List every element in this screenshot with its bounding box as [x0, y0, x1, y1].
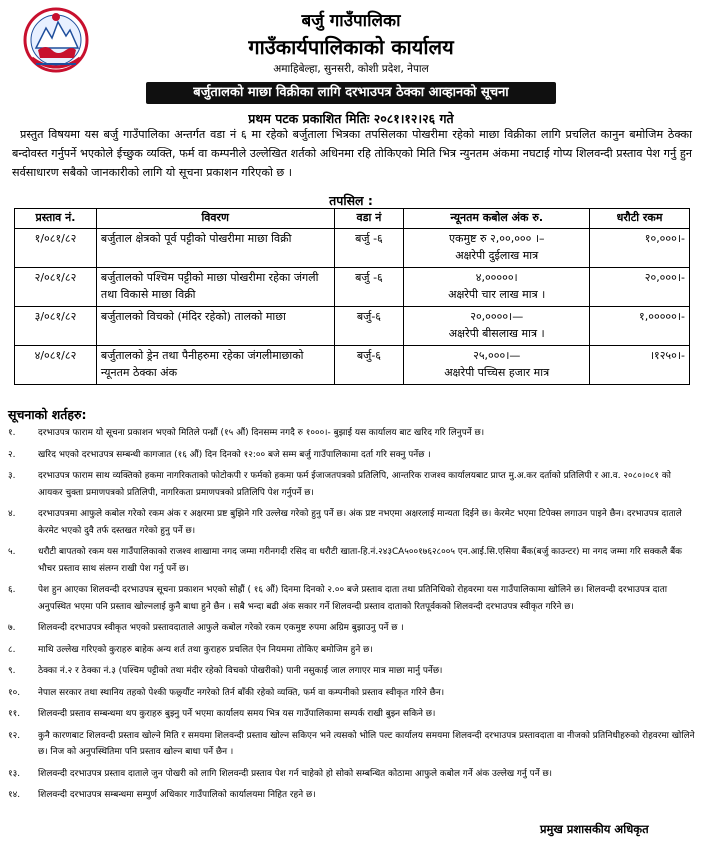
condition-number: ५. [8, 547, 16, 557]
condition-number: २. [8, 449, 16, 460]
ward-no: बर्जु -६ [334, 229, 404, 268]
proposal-description: बर्जुताल क्षेत्रको पूर्व पट्टीको पोखरीमा माछा विक्री [96, 229, 334, 268]
list-item [8, 663, 696, 680]
intro-paragraph: प्रस्तुत विषयमा यस बर्जु गाउँपालिका अन्तर्गत वडा नं ६ मा रहेको बर्जुताला भित्रका तपसिलका पोखरीमा रहेको माछा विक्रीका लागि प्रचलित कानुन बमोजिम ठेक्का बन्दोवस्त गर्नुपर्ने भएकोले ईच्छुक व्यक्ति, फर्म वा कम्पनीले उल्लेखित शर्तको अधिनमा रहि तोकिएको मिति भित्र न्युनतम अंकमा नघटाई गोप्य शिलवन्दी प्रस्ताव पेश गर्नु हुन सर्वसाधारण सबैको जानकारीको लागि यो सूचना प्रकाशन गरिएको छ । [12, 128, 692, 179]
condition-text: दरभाउपत्रमा आफुले कबोल गरेको रकम अंक र अक्षरमा प्रष्ट बुझिने गरि उल्लेख गरेको हुनु पर्ने छ। अंक प्रष्ट नभएमा अक्षरलाई मान्यता दिईने छ। केरमेट भएमा टिपेक्स लगाउन पाइने छैन। दरभाउपत्र दाताले केरमेट भएको दुवै तर्फ दस्तखत गरेको हुनु पर्ने छ। [38, 509, 682, 536]
condition-text: शिलवन्दी दरभाउपत्र प्रस्ताव दाताले जुन पोखरी को लागि शिलवन्दी प्रस्ताव पेश गर्न चाहेको हो सोको सम्बन्धित कोठामा आफुले कबोल गर्ने अंक उल्लेख गर्नु पर्ने छ। [38, 768, 553, 779]
condition-text: दरभाउपत्र फाराम यो सूचना प्रकाशन भएको मितिले पन्ध्रौं (१५ औं) दिनसम्म नगदै रु १०००।- बुझाई यस कार्यालय बाट खरिद गरि लिनुपर्ने छ। [38, 428, 485, 438]
condition-number: १३. [8, 768, 21, 779]
table-label: तपसिल : [329, 193, 373, 208]
min-bid-amount [404, 229, 590, 268]
col-header-description: विवरण [96, 209, 334, 229]
proposal-no: २/०८१/८२ [15, 268, 97, 307]
proposal-no: १/०८१/८२ [15, 229, 97, 268]
condition-text: पेश हुन आएका शिलवन्दी दरभाउपत्र सूचना प्रकाशन भएको सोह्रौं ( १६ औं) दिनमा दिनको २.०० बजे प्रस्ताव दाता तथा प्रतिनिधिको रोहवरमा यस गाउँपालिकामा खोलिने छ। शिलवन्दी दरभाउपत्र दाता अनुपस्थित भएमा पनि प्रस्ताव खोल्नलाई कुनै बाधा हुने छैन । सबै भन्दा बढी अंक सकार गर्ने शिलवन्दी प्रस्ताव दाताको रितपूर्वकको शिलवन्दी दरभाउपत्र स्वीकृत गरिने छ। [38, 585, 668, 612]
conditions-list [8, 425, 696, 809]
condition-number: ३. [8, 471, 16, 481]
amount-figure: ४,०००००। [475, 271, 518, 284]
deposit-amount: १०,०००।- [590, 229, 690, 268]
condition-number: ७. [8, 623, 16, 633]
amount-figure: २०,००००।— [470, 310, 524, 323]
notice-title-banner: बर्जुतालको माछा विक्रीका लागि दरभाउपत्र ठेक्का आव्हानको सूचना [146, 82, 556, 104]
list-item [8, 706, 696, 723]
table-header-row [15, 209, 690, 229]
list-item [8, 728, 696, 761]
published-date: प्रथम पटक प्रकाशित मितिः २०८१।१२।२६ गते [248, 111, 454, 126]
condition-number: १२. [8, 730, 21, 741]
condition-text: कुनै कारणबाट शिलवन्दी प्रस्ताव खोल्ने मिति र समयमा शिलवन्दी प्रस्ताव खोल्न सकिएन भने त्यसको भोलि पल्ट कार्यालय समयमा शिलवन्दी दरभाउपत्र प्रस्तावदाता वा नीजको प्रतिनिधीहरुको रोहवरमा खोलिने छ। निज को अनुपस्थितिमा पनि प्रस्ताव खोल्न बाधा पर्ने छैन । [38, 730, 695, 757]
proposal-table [14, 208, 690, 385]
min-bid-amount [404, 346, 590, 385]
table-row [15, 307, 690, 346]
amount-figure: २५,०००।— [473, 349, 521, 362]
min-bid-amount [404, 307, 590, 346]
col-header-ward: वडा नं [334, 209, 404, 229]
condition-text: खरिद भएको दरभाउपत्र सम्बन्धी कागजात (१६ औं) दिन दिनको १२:०० बजे सम्म बर्जु गाउँपालिकामा दर्ता गरि सक्नु पर्नेछ । [38, 449, 431, 460]
condition-text: शिलवन्दी दरभाउपत्र सम्बन्धमा सम्पुर्ण अधिकार गाउँपालिको कार्यालयमा निहित रहने छ। [38, 790, 316, 800]
list-item [8, 447, 696, 464]
ward-no: बर्जु-६ [334, 346, 404, 385]
condition-text: शिलवन्दी दरभाउपत्र स्वीकृत भएको प्रस्तावदाताले आफुले कबोल गरेको रकम एकमुष्ट रुपमा अग्रिम बुझाउनु पर्ने छ । [38, 623, 404, 633]
office-address: अमाहिबेल्हा, सुनसरी, कोशी प्रदेश, नेपाल [273, 63, 429, 75]
amount-words: अक्षरेपी बीसलाख मात्र । [448, 327, 545, 340]
proposal-description: बर्जुतालको ड्रेन तथा पैनीहरुमा रहेका जंगलीमाछाको न्यूनतम ठेक्का अंक [96, 346, 334, 385]
list-item [8, 544, 696, 577]
list-item [8, 582, 696, 615]
list-item [8, 506, 696, 539]
table-row [15, 229, 690, 268]
list-item [8, 787, 696, 804]
list-item [8, 468, 696, 501]
ward-no: बर्जु-६ [334, 307, 404, 346]
condition-number: १०. [8, 687, 21, 698]
proposal-no: ४/०८१/८२ [15, 346, 97, 385]
list-item [8, 642, 696, 659]
condition-number: ८. [8, 644, 16, 655]
list-item [8, 620, 696, 637]
municipality-name: बर्जु गाउँपालिका [301, 11, 401, 31]
table-row [15, 268, 690, 307]
conditions-heading: सूचनाको शर्तहरु: [8, 407, 87, 422]
condition-text: ठेक्का नं.२ र ठेक्का नं.३ (पश्चिम पट्टीको तथा मंदीर रहेको विचको पोखरीको) पानी नसुकाई जाल लगाएर मात्र माछा मार्नु पर्नेछ। [38, 666, 443, 676]
condition-number: ६. [8, 585, 16, 595]
col-header-proposal-no: प्रस्ताव नं. [15, 209, 97, 229]
office-name: गाउँकार्यपालिकाको कार्यालय [248, 35, 454, 59]
condition-number: १. [8, 428, 16, 438]
condition-number: १४. [8, 790, 21, 800]
proposal-description: बर्जुतालको विचको (मंदिर रहेको) तालको माछा [96, 307, 334, 346]
col-header-deposit: धरौटी रकम [590, 209, 690, 229]
proposal-no: ३/०८१/८२ [15, 307, 97, 346]
proposal-description: बर्जुतालको पश्चिम पट्टीको माछा पोखरीमा रहेका जंगली तथा विकासे माछा विक्री [96, 268, 334, 307]
condition-text: शिलवन्दी प्रस्ताव सम्बन्धमा थप कुराहरु बुझ्नु पर्ने भएमा कार्यालय समय भित्र यस गाउँपालिकामा सम्पर्क राखी बुझ्न सकिने छ। [38, 709, 436, 719]
amount-figure: एकमुष्ट रु २,००,००० ।– [448, 232, 545, 245]
condition-number: ११. [8, 709, 21, 719]
table-row [15, 346, 690, 385]
signature-title: प्रमुख प्रशासकीय अधिकृत [540, 822, 649, 836]
ward-no: बर्जु -६ [334, 268, 404, 307]
condition-text: दरभाउपत्र फाराम साथ व्यक्तिको हकमा नागरिकताको फोटोकपी र फर्मको हकमा फर्म ईजाजतपत्रको प्रतिलिपि, आन्तरिक राजश्व कार्यालयबाट प्राप्त मु.अ.कर दर्ताको प्रतिलिपी र आ.व. २०८०।०८१ को आयकर चुक्ता प्रमाणपत्रको प्रतिलिपी, नागरिकता प्रमाणपत्रको प्रतिलिपि पेश गर्नुपर्ने छ। [38, 471, 671, 498]
condition-text: माथि उल्लेख गरिएको कुराहरु बाहेक अन्य शर्त तथा कुराहरु प्रचलित ऐन नियममा तोकिए बमोजिम हुने छ। [38, 644, 373, 655]
deposit-amount: ।१२५०।- [590, 346, 690, 385]
amount-words: अक्षरेपी पच्चिस हजार मात्र [444, 366, 550, 379]
amount-words: अक्षरेपी दुईलाख मात्र [455, 249, 539, 262]
condition-text: नेपाल सरकार तथा स्थानिय तहको पेश्की फछ्र्याैंट नगरेको तिर्न बाँकी रहेको व्यक्ति, फर्म वा कम्पनीको प्रस्ताव स्वीकृत गरिने छैन। [38, 687, 445, 698]
condition-number: ४. [8, 509, 16, 519]
list-item [8, 425, 696, 442]
col-header-min-bid: न्यूनतम कबोल अंक रु. [404, 209, 590, 229]
deposit-amount: २०,०००।- [590, 268, 690, 307]
list-item [8, 766, 696, 783]
amount-words: अक्षरेपी चार लाख मात्र । [448, 288, 546, 301]
list-item [8, 685, 696, 702]
min-bid-amount [404, 268, 590, 307]
condition-text: धरौटी बापतको रकम यस गाउँपालिकाको राजश्व शाखामा नगद जम्मा गरीनगदी रसिद वा धरौटी खाता-हि.नं.२४३CA५००१७६२८००५ एन.आई.सि.एसिया बैंक(बर्जु काउन्टर) मा नगद जम्मा गरि सक्कलै बैंक भौचर प्रस्ताव साथ संलग्न राखी पेश गर्नु पर्ने छ। [38, 547, 682, 574]
condition-number: ९. [8, 666, 16, 676]
deposit-amount: १,०००००।- [590, 307, 690, 346]
